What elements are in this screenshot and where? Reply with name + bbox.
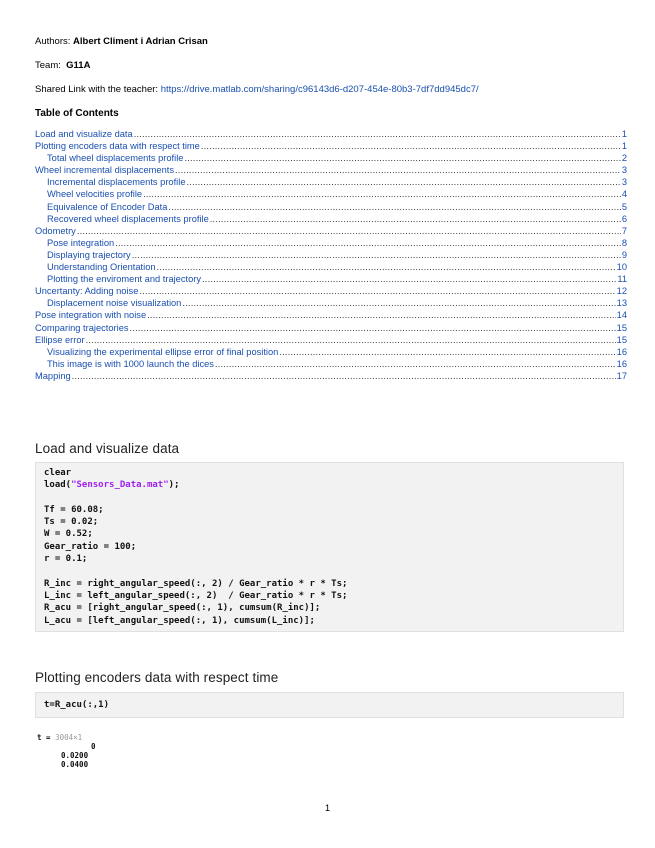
toc-entry[interactable]: Wheel incremental displacements ..... 3 <box>35 164 627 176</box>
toc-entry[interactable]: Wheel velocities profile ..... 4 <box>35 188 627 200</box>
toc-entry[interactable]: Plotting the enviroment and trajectory ..... 11 <box>35 273 627 285</box>
toc-entry[interactable]: Pose integration with noise ..... 14 <box>35 309 627 321</box>
output-value: 0 <box>91 742 96 751</box>
team-line <box>35 60 90 71</box>
shared-link[interactable]: https://drive.matlab.com/sharing/c96143d6-d207-454e-80b3-7df7dd945dc7/ <box>160 84 479 95</box>
toc-entry[interactable]: Comparing trajectories ..... 15 <box>35 322 627 334</box>
toc-entry[interactable]: Plotting encoders data with respect time ..... 1 <box>35 140 627 152</box>
command-output <box>37 733 96 769</box>
toc-entry[interactable]: Total wheel displacements profile ..... 2 <box>35 152 627 164</box>
code-line: clear <box>44 468 72 478</box>
code-line: R_acu = [right_angular_speed(:, 1), cumsum(R_inc)]; <box>44 603 321 614</box>
code-line: R_inc = right_angular_speed(:, 2) / Gear_ratio * r * Ts; <box>44 578 348 589</box>
section-heading-plotting-encoders: Plotting encoders data with respect time <box>35 670 279 685</box>
toc-entry[interactable]: This image is with 1000 launch the dices ..... 16 <box>35 358 627 370</box>
toc-entry[interactable]: Displacement noise visualization ..... 13 <box>35 297 627 309</box>
toc-entry[interactable]: Load and visualize data ..... 1 <box>35 128 627 140</box>
code-string: "Sensors_Data.mat" <box>71 480 169 491</box>
toc-entry[interactable]: Incremental displacements profile ..... 3 <box>35 176 627 188</box>
toc-title: Table of Contents <box>35 108 119 119</box>
shared-link-line <box>35 84 479 95</box>
toc-entry[interactable]: Displaying trajectory ..... 9 <box>35 249 627 261</box>
section-heading-load-data: Load and visualize data <box>35 441 180 456</box>
authors-value: Albert Climent i Adrian Crisan <box>73 36 208 47</box>
code-line: Ts = 0.02; <box>44 517 99 528</box>
toc-entry[interactable]: Odometry ..... 7 <box>35 225 627 237</box>
authors-line <box>35 36 208 47</box>
code-line: Gear_ratio = 100; <box>44 541 137 552</box>
authors-label: Authors: <box>35 36 71 47</box>
output-header: t = 3004×1 <box>37 733 83 742</box>
code-line: L_acu = [left_angular_speed(:, 1), cumsum(L_inc)]; <box>44 615 315 626</box>
shared-link-label: Shared Link with the teacher: <box>35 84 159 95</box>
code-line: Tf = 60.08; <box>44 504 104 515</box>
output-size: 3004×1 <box>55 733 83 742</box>
toc-entry[interactable]: Understanding Orientation ..... 10 <box>35 261 627 273</box>
output-value: 0.0200 <box>61 751 89 760</box>
code-block-load-data[interactable] <box>35 462 624 632</box>
code-line: L_inc = left_angular_speed(:, 2) / Gear_ratio * r * Ts; <box>44 590 348 601</box>
code-line: load("Sensors_Data.mat"); <box>44 480 180 491</box>
team-value: G11A <box>66 60 91 71</box>
toc-entry[interactable]: Pose integration ..... 8 <box>35 237 627 249</box>
toc-entry[interactable]: Equivalence of Encoder Data ..... 5 <box>35 201 627 213</box>
team-label: Team: <box>35 60 61 71</box>
code-line: r = 0.1; <box>44 554 88 565</box>
table-of-contents <box>35 128 627 382</box>
toc-entry[interactable]: Mapping ..... 17 <box>35 370 627 382</box>
code-line: W = 0.52; <box>44 529 93 540</box>
toc-entry[interactable]: Uncertanty: Adding noise ..... 12 <box>35 285 627 297</box>
toc-entry[interactable]: Recovered wheel displacements profile ..... 6 <box>35 213 627 225</box>
code-line: t=R_acu(:,1) <box>44 700 110 710</box>
toc-entry[interactable]: Ellipse error ..... 15 <box>35 334 627 346</box>
toc-entry[interactable]: Visualizing the experimental ellipse error of final position ..... 16 <box>35 346 627 358</box>
code-blank-line <box>44 565 623 577</box>
output-value: 0.0400 <box>61 760 89 769</box>
code-blank-line <box>44 492 623 504</box>
page-number: 1 <box>324 803 331 814</box>
code-block-time-vector[interactable] <box>35 692 624 718</box>
